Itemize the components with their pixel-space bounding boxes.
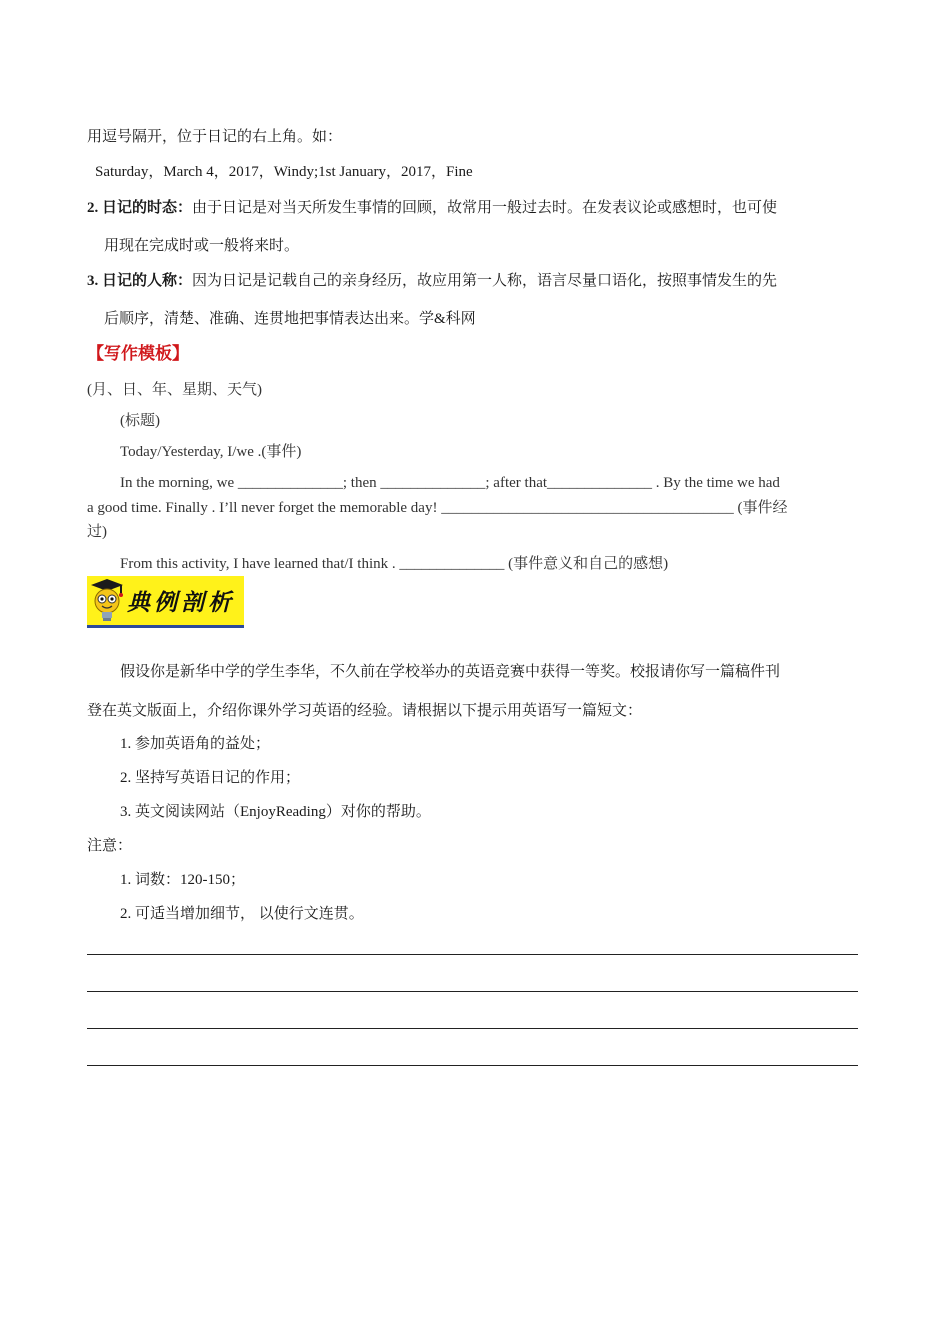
task-prompt-continued: 登在英文版面上，介绍你课外学习英语的经验。请根据以下提示用英语写一篇短文： — [87, 703, 643, 719]
task-prompt: 假设你是新华中学的学生李华，不久前在学校举办的英语竞赛中获得一等奖。校报请你写一篇稿件刊 — [120, 664, 781, 680]
example-analysis-banner — [87, 576, 244, 628]
banner-title: 典例剖析 — [127, 590, 235, 616]
tense-paragraph — [87, 197, 862, 219]
template-process-line-2: a good time. Finally . I’ll never forget the memorable day! _______________________________________ (事件经 — [87, 500, 788, 516]
answer-line — [87, 991, 858, 992]
intro-line: 用逗号隔开，位于日记的右上角。如： — [87, 129, 343, 145]
note-item: 2. 可适当增加细节， 以使行文连贯。 — [120, 906, 364, 922]
person-text-continued: 后顺序，清楚、准确、连贯地把事情表达出来。学&科网 — [104, 311, 476, 327]
template-event-line: Today/Yesterday, I/we .(事件) — [120, 444, 302, 460]
task-point: 3. 英文阅读网站（EnjoyReading）对你的帮助。 — [120, 804, 431, 820]
person-label: 3. 日记的人称： — [87, 273, 193, 289]
answer-line — [87, 954, 858, 955]
notes-label: 注意： — [87, 838, 133, 854]
template-process-line-3: 过) — [87, 524, 107, 540]
task-point: 2. 坚持写英语日记的作用； — [120, 770, 301, 786]
tense-text-continued: 用现在完成时或一般将来时。 — [104, 238, 300, 254]
template-title-line: (标题) — [120, 413, 160, 429]
answer-line — [87, 1028, 858, 1029]
template-process-line: In the morning, we ______________; then ______________; after that______________ . By the time we had — [120, 475, 780, 491]
graduate-bulb-mascot-icon — [87, 576, 127, 625]
person-text: 因为日记是记载自己的亲身经历，故应用第一人称，语言尽量口语化，按照事情发生的先 — [192, 273, 778, 289]
template-date-line: (月、日、年、星期、天气) — [87, 382, 262, 398]
date-format-example: Saturday，March 4，2017，Windy;1st January，2017，Fine — [95, 164, 473, 180]
template-heading: 【写作模板】 — [87, 344, 189, 363]
template-feeling-line: From this activity, I have learned that/I think . ______________ (事件意义和自己的感想) — [120, 556, 669, 572]
tense-text: 由于日记是对当天所发生事情的回顾，故常用一般过去时。在发表议论或感想时，也可使 — [192, 200, 778, 216]
task-point: 1. 参加英语角的益处； — [120, 736, 271, 752]
person-paragraph — [87, 270, 862, 292]
note-item: 1. 词数：120-150； — [120, 872, 245, 888]
answer-line — [87, 1065, 858, 1066]
tense-label: 2. 日记的时态： — [87, 200, 193, 216]
